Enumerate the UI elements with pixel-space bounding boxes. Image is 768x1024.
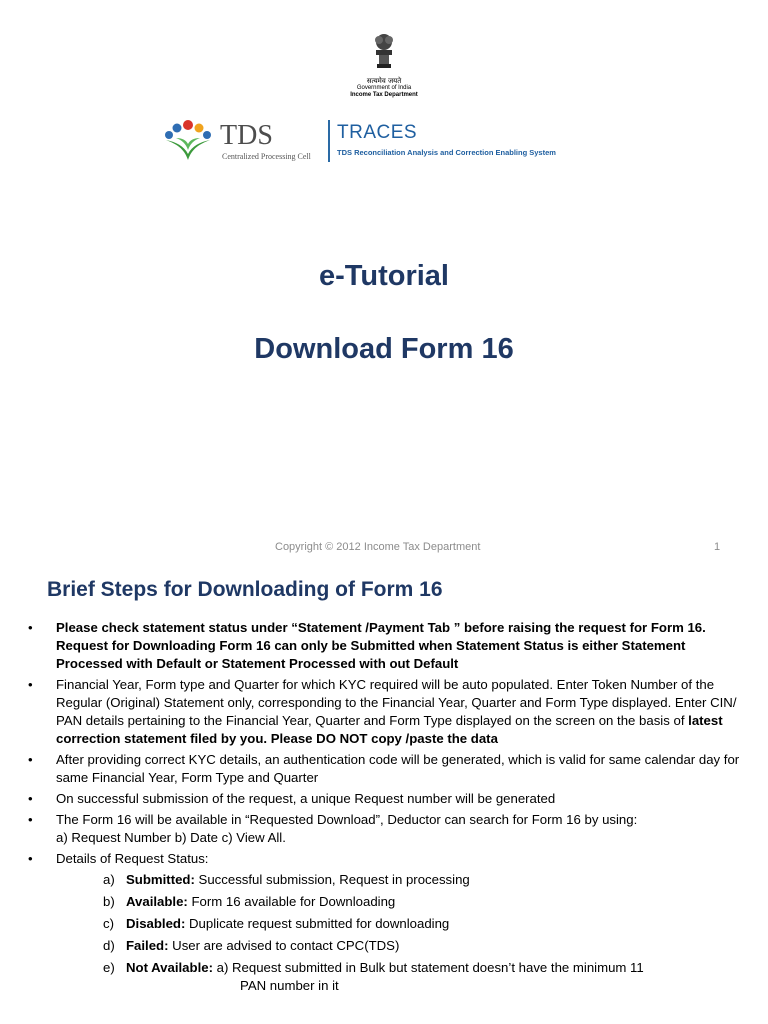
copyright-footer: Copyright © 2012 Income Tax Department <box>275 541 481 553</box>
list-item <box>28 751 740 787</box>
national-emblem-icon <box>371 30 397 72</box>
bullet: • <box>28 812 33 827</box>
slide-title: e-Tutorial <box>319 260 449 292</box>
banner-divider <box>328 120 330 162</box>
tds-subtitle: Centralized Processing Cell <box>222 152 311 161</box>
status-letter: d) <box>103 938 115 953</box>
page-number: 1 <box>714 541 721 553</box>
tds-traces-banner <box>162 118 612 168</box>
traces-subtitle: TDS Reconciliation Analysis and Correction Enabling System <box>337 148 556 157</box>
status-item <box>28 937 740 955</box>
status-letter: a) <box>103 872 115 887</box>
bullet: • <box>28 791 33 806</box>
step-text: Details of Request Status: <box>56 851 209 866</box>
tds-wordmark: TDS <box>220 120 273 151</box>
department-label: Income Tax Department <box>350 92 418 98</box>
step-text: After providing correct KYC details, an authentication code will be generated, which is valid for same calendar day for same Financial Year, Form Type and Quarter <box>56 752 740 785</box>
status-label: Submitted: <box>126 872 195 887</box>
bullet: • <box>28 752 33 767</box>
step-text: The Form 16 will be available in “Requested Download”, Deductor can search for Form 16 by using: <box>56 812 638 827</box>
slide-subtitle: Download Form 16 <box>254 333 514 365</box>
status-item <box>28 959 740 995</box>
status-text: Successful submission, Request in processing <box>194 872 470 887</box>
emblem-block <box>327 30 441 100</box>
step-text: Please check statement status under “Statement /Payment Tab ” before raising the request for Form 16. Request for Downloading Form 16 can only be Submitted when Statement Status is either Statement Processed with Default or Statement Processed with out Default <box>56 620 706 671</box>
status-label: Not Available: <box>126 960 213 975</box>
status-text: Duplicate request submitted for downloading <box>185 916 450 931</box>
status-text-continued: PAN number in it <box>240 978 339 993</box>
traces-wordmark: TRACES <box>337 122 418 143</box>
step-text-bold: latest correction statement filed by you. Please DO NOT copy /paste the data <box>56 713 723 746</box>
list-item <box>28 850 740 868</box>
list-item <box>28 676 740 748</box>
step-text: Financial Year, Form type and Quarter for which KYC required will be auto populated. Enter Token Number of the Regular (Original) Statement only, corresponding to the Financial Year, Quarter and Form Type displayed. Enter CIN/ PAN details pertaining to the Financial Year, Quarter and Form Type displayed on the screen on the basis of <box>56 677 737 728</box>
bullet: • <box>28 851 33 866</box>
emblem-motto: सत्यमेव जयते <box>366 77 402 85</box>
status-label: Available: <box>126 894 188 909</box>
bullet: • <box>28 620 33 635</box>
status-label: Failed: <box>126 938 169 953</box>
status-text: Form 16 available for Downloading <box>187 894 396 909</box>
status-text: a) Request submitted in Bulk but statement doesn’t have the minimum 11 <box>212 960 644 975</box>
status-text: User are advised to contact CPC(TDS) <box>168 938 400 953</box>
status-label: Disabled: <box>126 916 186 931</box>
status-letter: b) <box>103 894 115 909</box>
status-letter: c) <box>103 916 114 931</box>
status-item <box>28 893 740 911</box>
status-item <box>28 871 740 889</box>
tds-logo-icon <box>162 118 214 162</box>
government-of-india-label: Government of India <box>356 85 412 91</box>
steps-list <box>28 619 740 999</box>
status-letter: e) <box>103 960 115 975</box>
list-item <box>28 790 740 808</box>
status-list <box>28 871 740 995</box>
list-item <box>28 619 740 673</box>
status-item <box>28 915 740 933</box>
step-text: a) Request Number b) Date c) View All. <box>56 830 286 845</box>
list-item <box>28 811 740 847</box>
section-heading: Brief Steps for Downloading of Form 16 <box>47 578 443 601</box>
bullet: • <box>28 677 33 692</box>
step-text: On successful submission of the request, a unique Request number will be generated <box>56 791 556 806</box>
